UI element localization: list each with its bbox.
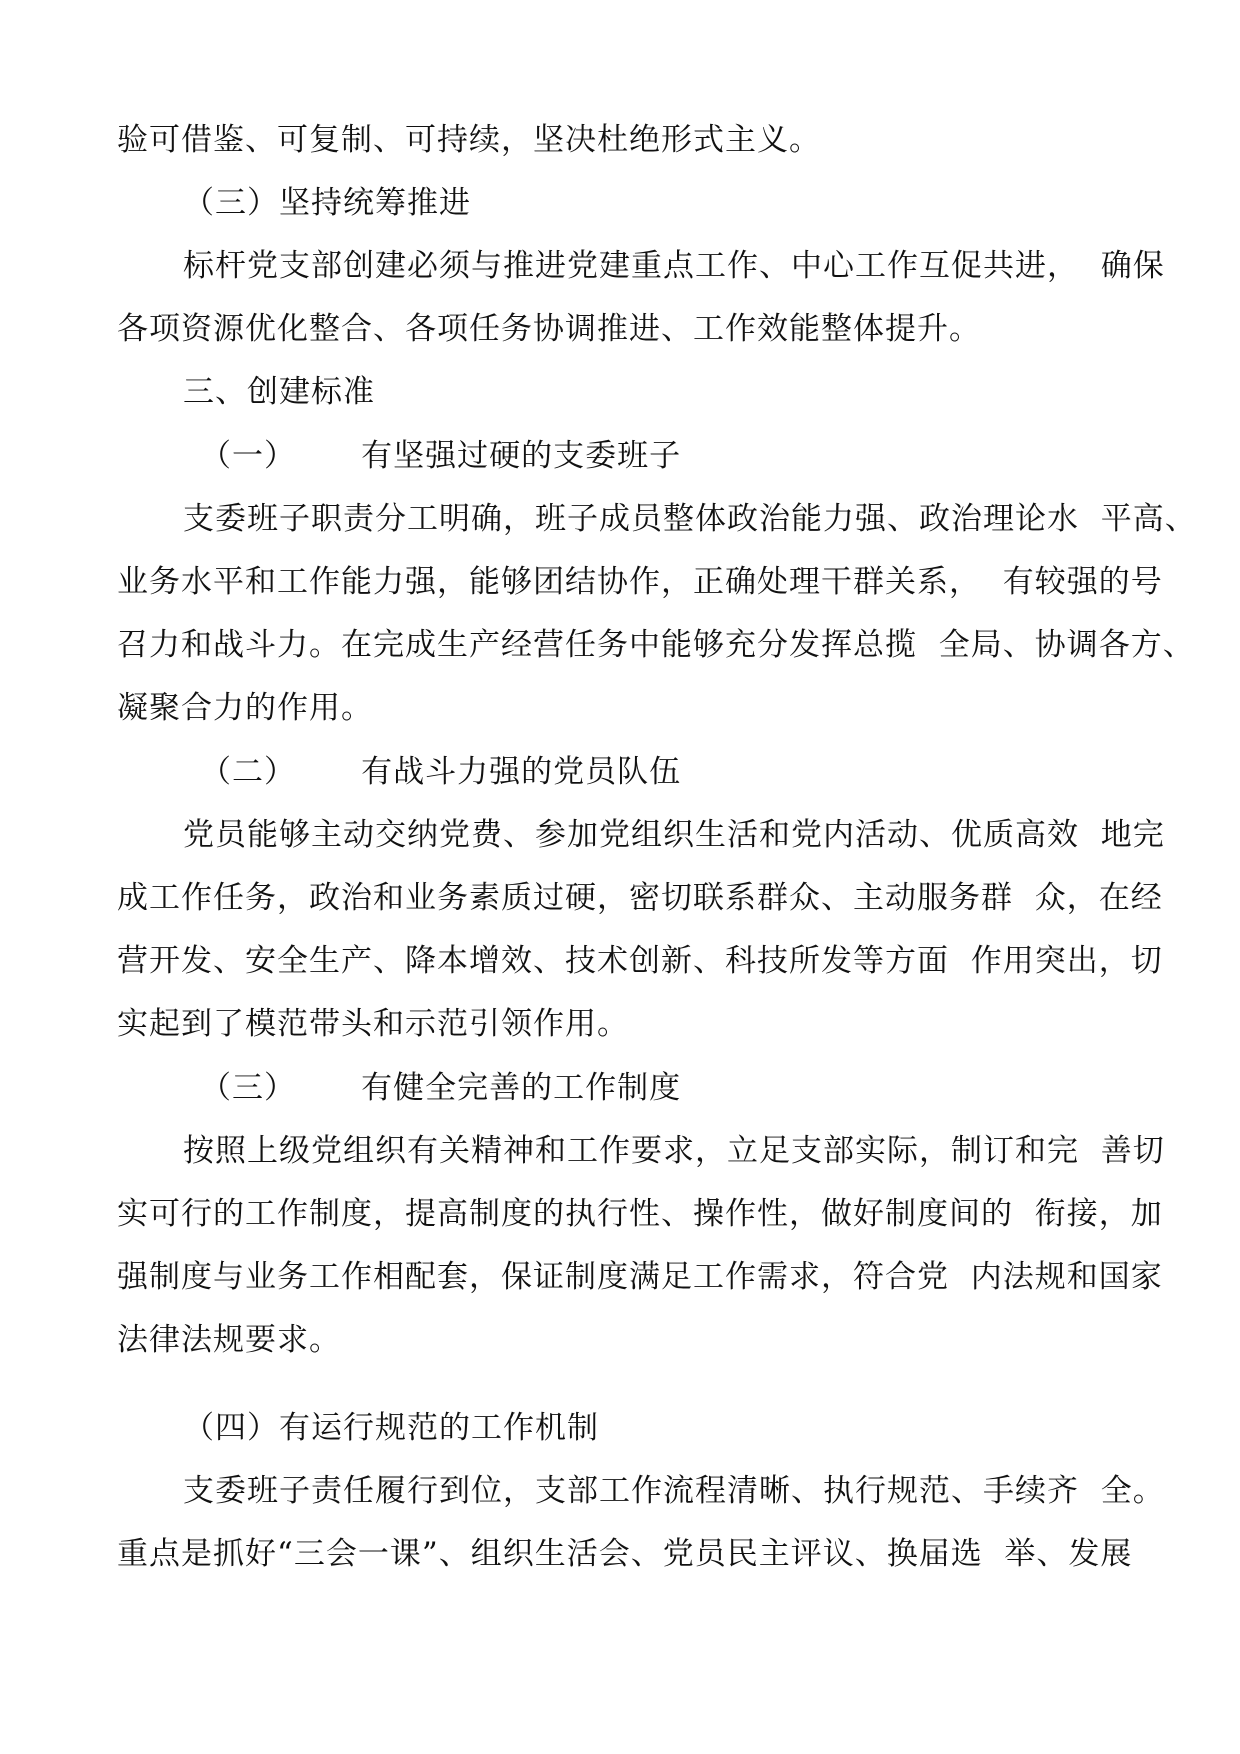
text-line: 实可行的工作制度，提高制度的执行性、操作性，做好制度间的 衔接，加 [117, 1196, 1163, 1232]
text-line: 按照上级党组织有关精神和工作要求，立足支部实际，制订和完 善切 [183, 1133, 1165, 1169]
text-line: 成工作任务，政治和业务素质过硬，密切联系群众、主动服务群 众，在经 [117, 880, 1163, 916]
text-line: 强制度与业务工作相配套，保证制度满足工作需求，符合党 内法规和国家 [117, 1259, 1163, 1295]
text-line: 支委班子责任履行到位，支部工作流程清晰、执行规范、手续齐 全。 [183, 1473, 1165, 1509]
text-line: 标杆党支部创建必须与推进党建重点工作、中心工作互促共进， 确保 [183, 248, 1165, 284]
text-line: 党员能够主动交纳党费、参加党组织生活和党内活动、优质高效 地完 [183, 817, 1165, 853]
section-heading: （一） 有坚强过硬的支委班子 [200, 438, 682, 474]
text-line: 召力和战斗力。在完成生产经营任务中能够充分发挥总揽 全局、协调各方、 [117, 627, 1195, 663]
text-line: 验可借鉴、可复制、可持续，坚决杜绝形式主义。 [117, 122, 821, 158]
text-line: 业务水平和工作能力强，能够团结协作，正确处理干群关系， 有较强的号 [117, 564, 1163, 600]
text-line: 营开发、安全生产、降本增效、技术创新、科技所发等方面 作用突出，切 [117, 943, 1163, 979]
section-heading: （三）坚持统筹推进 [183, 185, 471, 221]
chapter-heading: 三、创建标准 [183, 374, 375, 410]
section-heading: （二） 有战斗力强的党员队伍 [200, 754, 682, 790]
text-line: 重点是抓好“三会一课”、组织生活会、党员民主评议、换届选 举、发展 [117, 1536, 1133, 1572]
text-line: 凝聚合力的作用。 [117, 690, 373, 726]
section-heading: （三） 有健全完善的工作制度 [200, 1070, 682, 1106]
text-line: 支委班子职责分工明确，班子成员整体政治能力强、政治理论水 平高、 [183, 501, 1197, 537]
section-heading: （四）有运行规范的工作机制 [183, 1410, 599, 1446]
text-line: 实起到了模范带头和示范引领作用。 [117, 1006, 629, 1042]
text-line: 各项资源优化整合、各项任务协调推进、工作效能整体提升。 [117, 311, 981, 347]
text-line: 法律法规要求。 [117, 1322, 341, 1358]
